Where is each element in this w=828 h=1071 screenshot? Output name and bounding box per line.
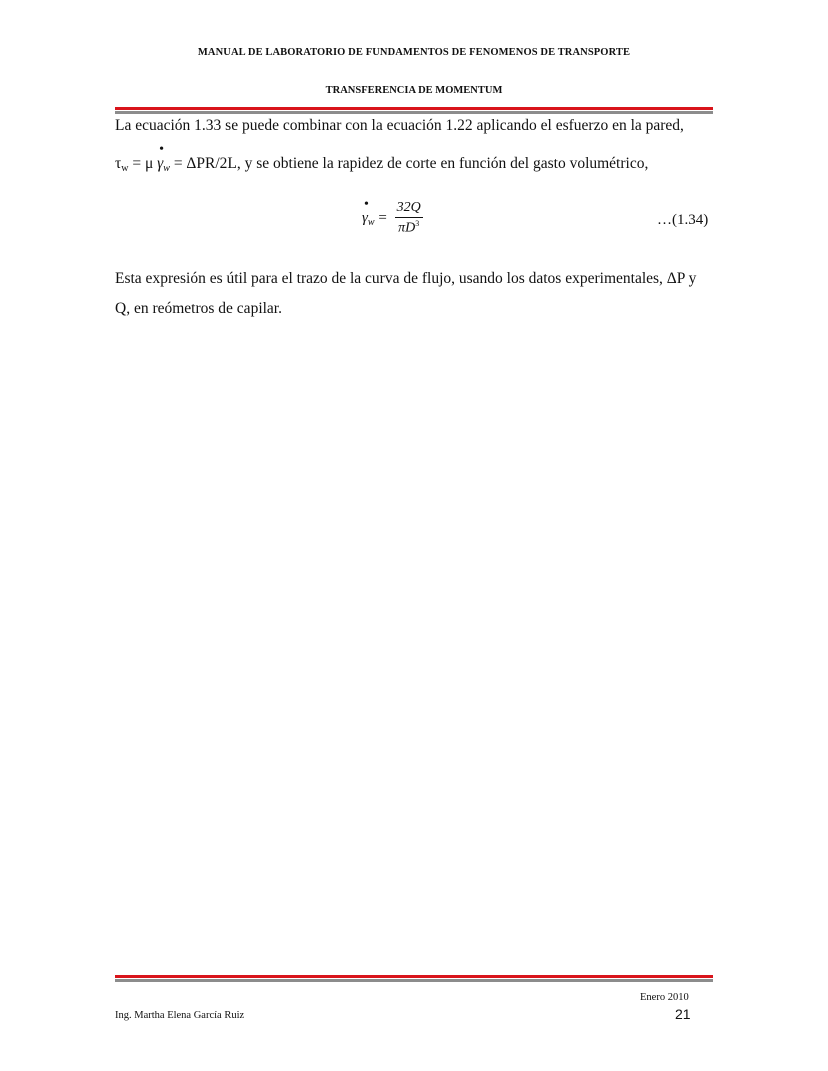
equation-number: …(1.34)	[657, 212, 709, 228]
header-rule-red	[115, 107, 713, 110]
tau-symbol: τ	[115, 155, 122, 172]
footer-rule-red	[115, 975, 713, 978]
eq-fraction	[395, 200, 423, 237]
gamma-dot-symbol: • γ	[157, 142, 165, 172]
footer-rule-gray	[115, 979, 713, 982]
eq-exponent: 3	[415, 219, 420, 228]
eq-denominator: $\pi D^3$	[398, 219, 420, 236]
eq-equals: =	[374, 209, 391, 226]
paragraph-2: Esta expresión es útil para el trazo de la curva de flujo, usando los datos experimentales, ΔP y Q, en reómetros de capilar.	[115, 270, 697, 317]
equation-1-34	[362, 196, 423, 237]
header-subtitle: TRANSFERENCIA DE MOMENTUM	[325, 85, 503, 96]
header-rule	[115, 107, 713, 114]
header-rule-gray	[115, 111, 713, 114]
equation-rest: = ΔPR/2L, y se obtiene la rapidez de corte en función del gasto volumétrico,	[169, 155, 649, 172]
tau-subscript: w	[121, 163, 129, 174]
equals-mu: = μ	[128, 155, 158, 172]
footer-rule	[115, 975, 713, 982]
header-title: MANUAL DE LABORATORIO DE FUNDAMENTOS DE FENOMENOS DE TRANSPORTE	[197, 47, 631, 58]
page-number: 21	[675, 1006, 691, 1022]
eq-dot-mark: •	[364, 196, 369, 212]
footer-author: Ing. Martha Elena García Ruiz	[115, 1010, 245, 1021]
paragraph-1-line-2	[115, 142, 715, 174]
paragraph-1-line-1: La ecuación 1.33 se puede combinar con la ecuación 1.22 aplicando el esfuerzo en la pared,	[115, 117, 684, 134]
footer-date: Enero 2010	[640, 992, 689, 1003]
eq-gamma-dot: • γ	[362, 196, 369, 226]
dot-mark: •	[159, 142, 165, 157]
eq-subscript: w	[367, 216, 375, 228]
eq-numerator: 32Q	[395, 200, 423, 218]
gamma-subscript: w	[163, 163, 170, 174]
